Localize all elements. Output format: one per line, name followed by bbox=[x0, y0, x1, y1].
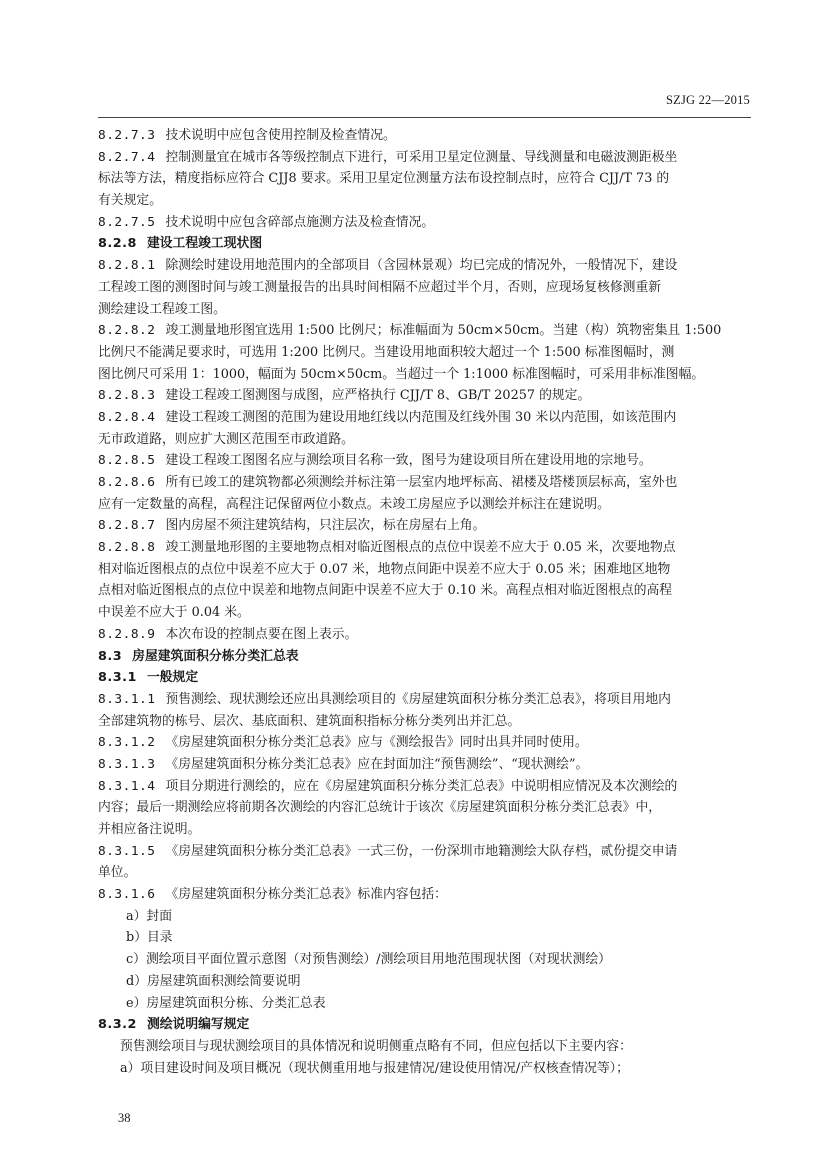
clause-line bbox=[98, 689, 748, 711]
clause-text: 图比例尺可采用 1：1000，幅面为 50cm×50cm。当超过一个 1:1000 标准图幅时，可采用非标准图幅。 bbox=[98, 366, 705, 382]
text-line bbox=[98, 862, 748, 884]
clause-text: 除测绘时建设用地范围内的全部项目（含园林景观）均已完成的情况外，一般情况下，建设 bbox=[165, 258, 678, 274]
clause-text: 标法等方法，精度指标应符合 CJJ8 要求。采用卫星定位测量方法布设控制点时，应符合 CJJ/T 73 的 bbox=[98, 171, 670, 187]
clause-text: a）项目建设时间及项目概况（现状侧重用地与报建情况/建设使用情况/产权核查情况等）； bbox=[120, 1060, 629, 1076]
clause-number: 8.2.8.4 bbox=[98, 409, 156, 425]
clause-number: 8.2.8 bbox=[98, 236, 137, 252]
clause-line bbox=[98, 212, 748, 234]
text-line bbox=[98, 1058, 748, 1080]
clause-text: a）封面 bbox=[126, 908, 173, 924]
clause-number: 8.2.7.3 bbox=[98, 128, 156, 143]
clause-text: 应有一定数量的高程，高程注记保留两位小数点。未竣工房屋应予以测绘并标注在建说明。 bbox=[98, 496, 610, 512]
clause-line bbox=[98, 624, 748, 646]
clause-text: 测绘建设工程竣工图。 bbox=[98, 301, 226, 317]
clause-text: 预售测绘项目与现状测绘项目的具体情况和说明侧重点略有不同，但应包括以下主要内容： bbox=[120, 1038, 632, 1054]
clause-text: 相对临近图根点的点位中误差不应大于 0.07 米，地物点间距中误差不应大于 0.05 米；困难地区地物 bbox=[98, 561, 671, 577]
clause-text: 竣工测量地形图的主要地物点相对临近图根点的点位中误差不应大于 0.05 米，次要地物点 bbox=[165, 540, 676, 556]
text-line bbox=[98, 602, 748, 624]
text-line bbox=[98, 429, 748, 451]
clause-line bbox=[98, 732, 748, 754]
clause-text: 技术说明中应包含使用控制及检查情况。 bbox=[165, 128, 396, 143]
clause-text: 项目分期进行测绘的，应在《房屋建筑面积分栋分类汇总表》中说明相应情况及本次测绘的 bbox=[165, 778, 678, 794]
text-line bbox=[98, 559, 748, 581]
text-line bbox=[98, 364, 748, 386]
section-heading: 一般规定 bbox=[146, 670, 199, 686]
clause-line bbox=[98, 515, 748, 537]
clause-text: 建设工程竣工测图的范围为建设用地红线以内范围及红线外围 30 米以内范围，如该范围内 bbox=[165, 409, 677, 425]
section-heading: 测绘说明编写规定 bbox=[146, 1017, 250, 1033]
clause-number: 8.3.1 bbox=[98, 670, 137, 686]
clause-number: 8.2.8.5 bbox=[98, 453, 156, 469]
clause-text: b）目录 bbox=[126, 930, 173, 946]
clause-number: 8.3.1.2 bbox=[98, 735, 156, 751]
clause-line bbox=[98, 667, 748, 689]
clause-line bbox=[98, 385, 748, 407]
clause-text: 预售测绘、现状测绘还应出具测绘项目的《房屋建筑面积分栋分类汇总表》，将项目用地内 bbox=[165, 691, 671, 707]
clause-line bbox=[98, 147, 748, 169]
text-line bbox=[98, 299, 748, 321]
text-line bbox=[98, 168, 748, 190]
clause-number: 8.3.1.5 bbox=[98, 843, 156, 859]
text-line bbox=[98, 1036, 748, 1058]
clause-line bbox=[98, 841, 748, 863]
clause-line bbox=[98, 646, 748, 668]
clause-line bbox=[98, 320, 748, 342]
text-line bbox=[98, 906, 748, 928]
header-rule bbox=[98, 117, 751, 118]
text-line bbox=[98, 494, 748, 516]
clause-text: 技术说明中应包含碎部点施测方法及检查情况。 bbox=[165, 214, 435, 230]
clause-line bbox=[98, 754, 748, 776]
clause-number: 8.2.8.3 bbox=[98, 388, 156, 404]
clause-line bbox=[98, 537, 748, 559]
clause-text: 《房屋建筑面积分栋分类汇总表》一式三份，一份深圳市地籍测绘大队存档，贰份提交申请 bbox=[165, 843, 678, 859]
body-text bbox=[98, 125, 748, 1079]
clause-line bbox=[98, 776, 748, 798]
clause-number: 8.3 bbox=[98, 648, 123, 664]
clause-number: 8.2.7.4 bbox=[98, 149, 156, 165]
clause-text: c）测绘项目平面位置示意图（对预售测绘）/测绘项目用地范围现状图（对现状测绘） bbox=[126, 952, 611, 968]
text-line bbox=[98, 971, 748, 993]
text-line bbox=[98, 949, 748, 971]
clause-number: 8.2.8.8 bbox=[98, 540, 156, 556]
clause-text: d）房屋建筑面积测绘简要说明 bbox=[126, 973, 301, 989]
clause-number: 8.3.1.3 bbox=[98, 756, 156, 772]
clause-line bbox=[98, 255, 748, 277]
clause-text: e）房屋建筑面积分栋、分类汇总表 bbox=[126, 995, 326, 1011]
clause-line bbox=[98, 407, 748, 429]
standard-code-header: SZJG 22—2015 bbox=[665, 93, 750, 107]
clause-text: 所有已竣工的建筑物都必须测绘并标注第一层室内地坪标高、裙楼及塔楼顶层标高，室外也 bbox=[165, 475, 678, 490]
clause-line bbox=[98, 125, 748, 147]
clause-text: 无市政道路，则应扩大测区范围至市政道路。 bbox=[98, 431, 354, 447]
clause-text: 全部建筑物的栋号、层次、基底面积、建筑面积指标分栋分类列出并汇总。 bbox=[98, 713, 521, 729]
text-line bbox=[98, 342, 748, 364]
clause-text: 工程竣工图的测图时间与竣工测量报告的出具时间相隔不应超过半个月，否则，应现场复核修测重新 bbox=[98, 279, 662, 295]
clause-text: 建设工程竣工图图名应与测绘项目名称一致，图号为建设项目所在建设用地的宗地号。 bbox=[165, 453, 652, 469]
clause-text: 控制测量宜在城市各等级控制点下进行，可采用卫星定位测量、导线测量和电磁波测距极坐 bbox=[165, 149, 678, 165]
text-line bbox=[98, 819, 748, 841]
text-line bbox=[98, 190, 748, 212]
clause-text: 点相对临近图根点的点位中误差和地物点间距中误差不应大于 0.10 米。高程点相对临近图根点的高程 bbox=[98, 583, 673, 599]
clause-text: 《房屋建筑面积分栋分类汇总表》应在封面加注“预售测绘”、“现状测绘”。 bbox=[165, 756, 589, 772]
clause-number: 8.2.8.2 bbox=[98, 323, 156, 339]
clause-line bbox=[98, 472, 748, 494]
clause-number: 8.2.8.9 bbox=[98, 626, 156, 642]
clause-number: 8.2.8.7 bbox=[98, 518, 156, 534]
clause-number: 8.2.8.6 bbox=[98, 475, 156, 490]
clause-number: 8.3.1.1 bbox=[98, 691, 156, 707]
section-heading: 建设工程竣工现状图 bbox=[146, 236, 263, 252]
page-number: 38 bbox=[118, 1111, 131, 1125]
clause-line bbox=[98, 884, 748, 906]
clause-text: 有关规定。 bbox=[98, 193, 162, 209]
clause-text: 竣工测量地形图宜选用 1:500 比例尺；标准幅面为 50cm×50cm。当建（构）筑物密集且 1:500 bbox=[165, 323, 722, 339]
clause-text: 单位。 bbox=[98, 865, 137, 881]
clause-number: 8.2.8.1 bbox=[98, 258, 156, 274]
text-line bbox=[98, 580, 748, 602]
clause-text: 图内房屋不须注建筑结构，只注层次，标在房屋右上角。 bbox=[165, 518, 486, 534]
clause-line bbox=[98, 233, 748, 255]
clause-text: 比例尺不能满足要求时，可选用 1:200 比例尺。当建设用地面积较大超过一个 1:500 标准图幅时，测 bbox=[98, 344, 675, 360]
clause-number: 8.2.7.5 bbox=[98, 214, 156, 230]
text-line bbox=[98, 927, 748, 949]
clause-text: 并相应备注说明。 bbox=[98, 822, 201, 837]
clause-line bbox=[98, 450, 748, 472]
clause-text: 内容；最后一期测绘应将前期各次测绘的内容汇总统计于该次《房屋建筑面积分栋分类汇总表》中， bbox=[98, 800, 662, 816]
section-heading: 房屋建筑面积分栋分类汇总表 bbox=[132, 648, 299, 664]
clause-text: 《房屋建筑面积分栋分类汇总表》标准内容包括： bbox=[165, 887, 447, 903]
clause-text: 《房屋建筑面积分栋分类汇总表》应与《测绘报告》同时出具并同时使用。 bbox=[165, 735, 588, 751]
text-line bbox=[98, 797, 748, 819]
clause-number: 8.3.1.4 bbox=[98, 778, 156, 794]
clause-text: 本次布设的控制点要在图上表示。 bbox=[165, 626, 358, 642]
clause-number: 8.3.2 bbox=[98, 1017, 137, 1033]
text-line bbox=[98, 277, 748, 299]
clause-line bbox=[98, 1014, 748, 1036]
clause-text: 建设工程竣工图测图与成图，应严格执行 CJJ/T 8、GB/T 20257 的规定。 bbox=[165, 388, 591, 404]
text-line bbox=[98, 993, 748, 1015]
clause-number: 8.3.1.6 bbox=[98, 887, 156, 903]
text-line bbox=[98, 711, 748, 733]
clause-text: 中误差不应大于 0.04 米。 bbox=[98, 605, 250, 621]
